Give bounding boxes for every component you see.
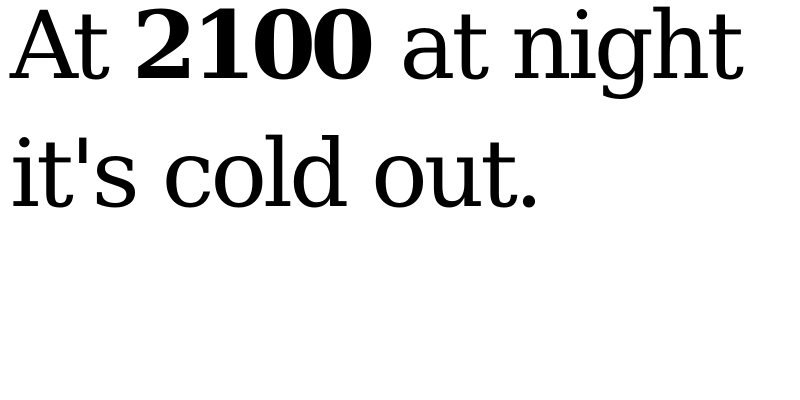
headline-line-2: it's cold out. xyxy=(10,120,540,229)
headline-prefix: At xyxy=(10,0,132,101)
headline-line-1 xyxy=(10,0,795,111)
headline-suffix: at night xyxy=(373,0,741,101)
headline xyxy=(10,0,795,239)
headline-time-emphasis: 2100 xyxy=(131,0,370,101)
